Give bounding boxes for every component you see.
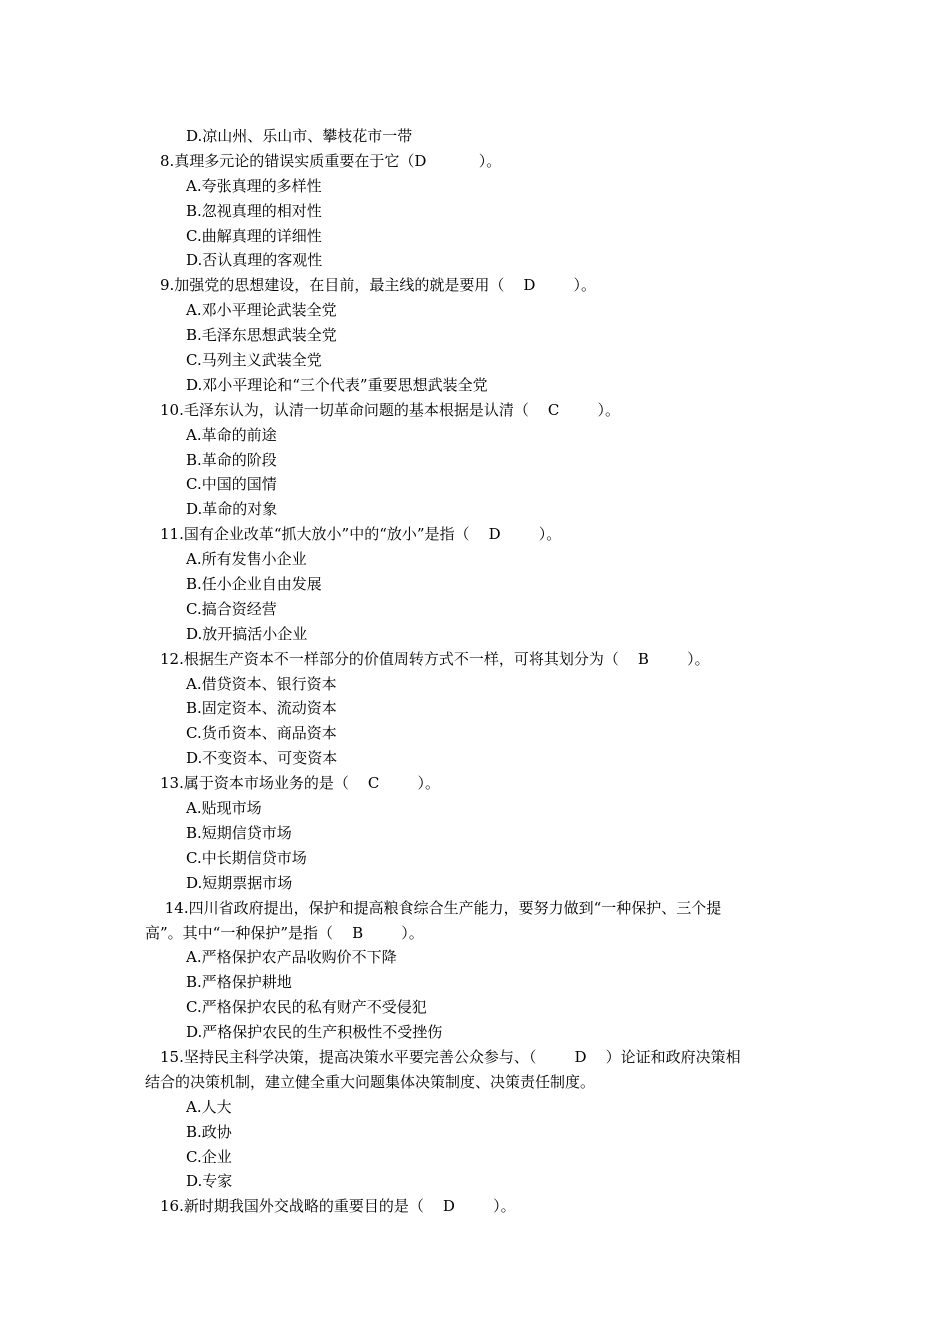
question-text: 14.四川省政府提出，保护和提高粮食综合生产能力，要努力做到“一种保护、三个提 (160, 898, 722, 917)
answer-option: C.中国的国情 (186, 475, 277, 494)
answer-option: C.企业 (186, 1147, 232, 1166)
question-text: 13.属于资本市场业务的是（ C ）。 (160, 774, 441, 793)
answer-option: A.贴现市场 (186, 799, 262, 818)
answer-option: B.政协 (186, 1122, 232, 1141)
answer-option: D.专家 (186, 1172, 233, 1191)
answer-option: A.夸张真理的多样性 (186, 176, 322, 195)
answer-option: D.短期票据市场 (186, 873, 293, 892)
answer-option: D.革命的对象 (186, 500, 278, 519)
answer-option: D.严格保护农民的生产积极性不受挫伤 (186, 1023, 443, 1042)
document-body (0, 124, 950, 1219)
answer-option: D.放开搞活小企业 (186, 624, 308, 643)
answer-option: A.所有发售小企业 (186, 550, 307, 569)
answer-option: D.否认真理的客观性 (186, 251, 323, 270)
answer-option: B.严格保护耕地 (186, 973, 292, 992)
answer-option: B.短期信贷市场 (186, 823, 292, 842)
answer-option: D.邓小平理论和“三个代表”重要思想武装全党 (186, 375, 488, 394)
answer-option: C.曲解真理的详细性 (186, 226, 322, 245)
answer-option: C.中长期信贷市场 (186, 848, 307, 867)
answer-option: B.毛泽东思想武装全党 (186, 326, 337, 345)
question-text: 12.根据生产资本不一样部分的价值周转方式不一样，可将其划分为（ B ）。 (160, 649, 710, 668)
answer-option: A.人大 (186, 1097, 232, 1116)
answer-option: C.搞合资经营 (186, 599, 277, 618)
answer-option: A.严格保护农产品收购价不下降 (186, 948, 397, 967)
answer-option: B.任小企业自由发展 (186, 575, 322, 594)
question-text: 10.毛泽东认为，认清一切革命问题的基本根据是认清（ C ）。 (160, 400, 621, 419)
question-text: 15.坚持民主科学决策，提高决策水平要完善公众参与、（ D ）论证和政府决策相 (160, 1047, 741, 1066)
answer-option: D.凉山州、乐山市、攀枝花市一带 (186, 127, 413, 145)
answer-option: A.邓小平理论武装全党 (186, 301, 337, 320)
question-continuation: 高”。其中“一种保护”是指（ B ）。 (145, 923, 424, 942)
answer-option: C.货币资本、商品资本 (186, 724, 337, 743)
answer-option: A.革命的前途 (186, 425, 277, 444)
question-continuation: 结合的决策机制，建立健全重大问题集体决策制度、决策责任制度。 (145, 1072, 596, 1091)
answer-option: C.马列主义武装全党 (186, 351, 322, 370)
answer-option: A.借贷资本、银行资本 (186, 674, 337, 693)
question-text: 11.国有企业改革“抓大放小”中的“放小”是指（ D ）。 (160, 525, 562, 544)
question-text: 16.新时期我国外交战略的重要目的是（ D ）。 (160, 1197, 516, 1216)
answer-option: D.不变资本、可变资本 (186, 749, 338, 768)
question-text: 8.真理多元论的错误实质重要在于它（D ）。 (160, 151, 502, 170)
answer-option: C.严格保护农民的私有财产不受侵犯 (186, 998, 427, 1017)
answer-option: B.忽视真理的相对性 (186, 201, 322, 220)
answer-option: B.固定资本、流动资本 (186, 699, 337, 718)
answer-option: B.革命的阶段 (186, 450, 277, 469)
question-text: 9.加强党的思想建设，在目前，最主线的就是要用（ D ）。 (160, 276, 597, 295)
